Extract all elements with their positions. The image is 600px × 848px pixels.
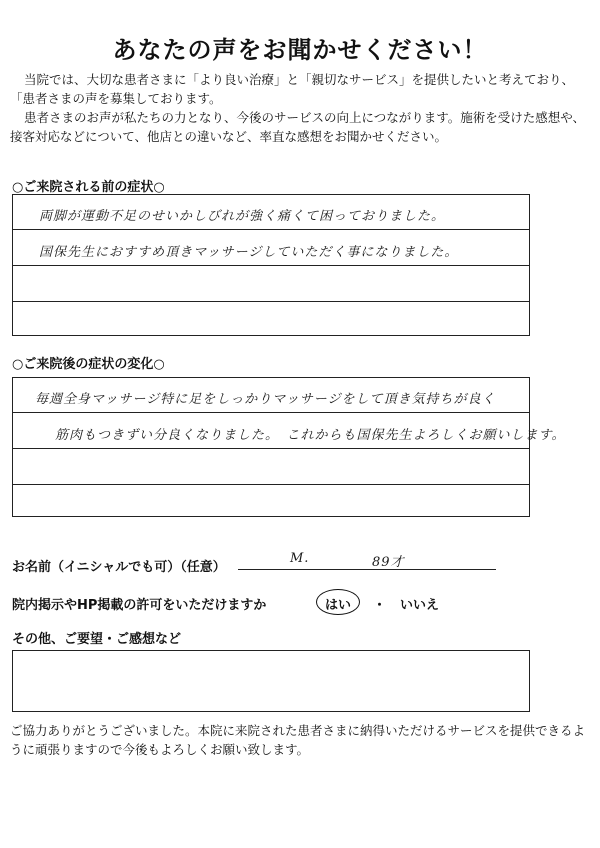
- before-answer-box: [12, 194, 530, 336]
- other-comment-box[interactable]: [12, 650, 530, 712]
- permission-yes-option[interactable]: はい: [325, 598, 352, 613]
- name-age: 89才: [372, 555, 405, 570]
- after-handwritten-line-2: 筋肉もつきずい分良くなりました。 これからも国保先生よろしくお願いします。: [55, 428, 566, 443]
- ruled-line: [13, 448, 529, 449]
- permission-separator: ・: [373, 598, 387, 613]
- ruled-line: [13, 484, 529, 485]
- intro-text: [10, 70, 592, 146]
- after-handwritten-line-1: 毎週全身マッサージ特に足をしっかりマッサージをして頂き気持ちが良く: [35, 392, 496, 407]
- ruled-line: [13, 412, 529, 413]
- before-handwritten-line-2: 国保先生におすすめ頂きマッサージしていただく事になりました。: [39, 245, 459, 260]
- ruled-line: [13, 229, 529, 230]
- permission-no-option[interactable]: いいえ: [400, 598, 440, 613]
- page-title: あなたの声をお聞かせください！: [112, 36, 488, 64]
- ruled-line: [13, 301, 529, 302]
- intro-paragraph-1: 当院では、大切な患者さまに「より良い治療」と「親切なサービス」を提供したいと考えており、「患者さまの声を募集しております。: [10, 72, 575, 106]
- after-answer-box: [12, 377, 566, 517]
- other-label: その他、ご要望・ご感想など: [12, 632, 182, 647]
- intro-paragraph-2: 患者さまのお声が私たちの力となり、今後のサービスの向上につながります。施術を受けた感想や、接客対応などについて、他店との違いなど、率直な感想をお聞かせください。: [10, 110, 586, 144]
- ruled-line: [13, 265, 529, 266]
- footer-text: ご協力ありがとうございました。本院に来院された患者さまに納得いただけるサービスを提供できるように頑張りますので今後もよろしくお願い致します。: [10, 723, 586, 757]
- before-handwritten-line-1: 両脚が運動不足のせいかしびれが強く痛くて困っておりました。: [39, 209, 446, 224]
- name-initial: M.: [290, 551, 310, 566]
- after-section-label: ○ご来院後の症状の変化○: [12, 357, 165, 372]
- name-underline: [238, 569, 496, 570]
- name-label: お名前（イニシャルでも可）（任意）: [12, 560, 226, 575]
- before-section-label: ○ご来院される前の症状○: [12, 180, 165, 195]
- permission-label: 院内掲示やHP掲載の許可をいただけますか: [12, 598, 267, 613]
